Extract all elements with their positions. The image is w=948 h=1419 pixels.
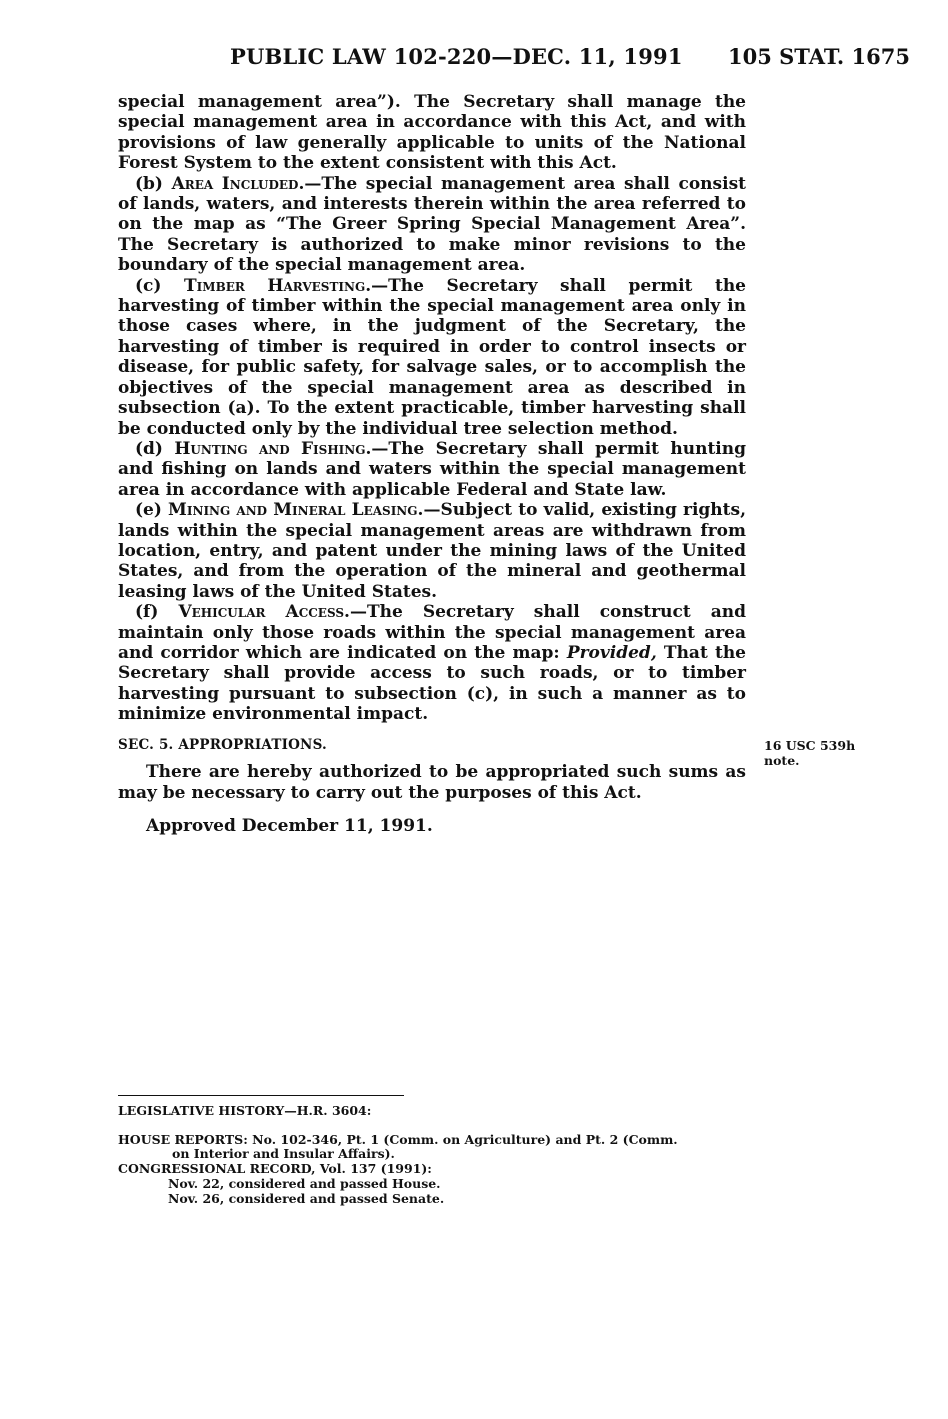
paragraph-c-label: (c)	[135, 275, 162, 296]
paragraph-f-italic: Provided,	[566, 642, 657, 663]
paragraph-e	[118, 500, 746, 602]
paragraph-d-heading: Hunting and Fishing.	[174, 438, 372, 459]
paragraph-e-heading: Mining and Mineral Leasing.	[168, 500, 424, 521]
paragraph-e-label: (e)	[135, 500, 162, 521]
margin-note-line-1: 16 USC 539h	[764, 738, 856, 753]
section-5-body	[118, 762, 746, 804]
paragraph-f	[118, 602, 746, 724]
legislative-history-heading: LEGISLATIVE HISTORY—H.R. 3604:	[118, 1103, 372, 1118]
section-5-heading: SEC. 5. APPROPRIATIONS.	[118, 737, 327, 753]
page-header-stat: 105 STAT. 1675	[728, 44, 910, 69]
page-header-title: PUBLIC LAW 102-220—DEC. 11, 1991	[230, 44, 683, 69]
paragraph-b	[118, 174, 746, 276]
paragraph-d-label: (d)	[135, 438, 163, 459]
paragraph-c-heading: Timber Harvesting.	[184, 275, 372, 296]
margin-note-line-2: note.	[764, 753, 800, 768]
paragraph-b-label: (b)	[135, 173, 163, 194]
paragraph-a-continuation: special management area”). The Secretary shall manage the special management area in accordance with this Act, and with provisions of law generally applicable to units of the National Forest System to the extent consistent with this Act.	[118, 92, 746, 174]
paragraph-e-text: —Subject to valid, existing rights, lands within the special management areas are withdrawn from location, entry, and patent under the mining laws of the United States, and from the operation of the mineral and geothermal leasing laws of the United States.	[118, 500, 747, 602]
house-reports-line-2: on Interior and Insular Affairs).	[172, 1146, 395, 1161]
paragraph-c-text: —The Secretary shall permit the harvesting of timber within the special management area only in those cases where, in the judgment of the Secretary, the harvesting of timber is required in order to control insects or disease, for public safety, for salvage sales, or to accomplish the objectives of the special management area as described in subsection (a). To the extent practicable, timber harvesting shall be conducted only by the individual tree selection method.	[118, 275, 747, 439]
paragraph-f-text-after: That the Secretary shall provide access to such roads, or to timber harvesting pursuant to subsection (c), in such a manner as to minimize environmental impact.	[118, 642, 746, 725]
margin-note	[764, 738, 874, 768]
paragraph-b-heading: Area Included.	[171, 173, 305, 194]
footnote-divider	[118, 1095, 404, 1096]
record-entry-senate: Nov. 26, considered and passed Senate.	[168, 1191, 445, 1206]
paragraph-b-text: —The special management area shall consist of lands, waters, and interests therein within the area referred to on the map as “The Greer Spring Special Management Area”. The Secretary is authorized to make minor revisions to the boundary of the special management area.	[118, 173, 746, 276]
paragraph-d	[118, 439, 746, 500]
record-entry-house: Nov. 22, considered and passed House.	[168, 1176, 441, 1191]
paragraph-c	[118, 276, 746, 439]
paragraph-f-label: (f)	[135, 602, 159, 623]
approval-date: Approved December 11, 1991.	[146, 816, 433, 836]
paragraph-f-text-before: —The Secretary shall construct and maintain only those roads within the special management area and corridor which are indicated on the map:	[118, 602, 746, 663]
paragraph-f-heading: Vehicular Access.	[178, 602, 350, 623]
statute-body	[118, 92, 746, 725]
house-reports-line-1: HOUSE REPORTS: No. 102-346, Pt. 1 (Comm. on Agriculture) and Pt. 2 (Comm.	[118, 1132, 678, 1147]
section-5-text: There are hereby authorized to be appropriated such sums as may be necessary to carry out the purposes of this Act.	[118, 762, 746, 803]
congressional-record: CONGRESSIONAL RECORD, Vol. 137 (1991):	[118, 1161, 432, 1176]
paragraph-d-text: —The Secretary shall permit hunting and fishing on lands and waters within the special management area in accordance with applicable Federal and State law.	[118, 438, 747, 500]
